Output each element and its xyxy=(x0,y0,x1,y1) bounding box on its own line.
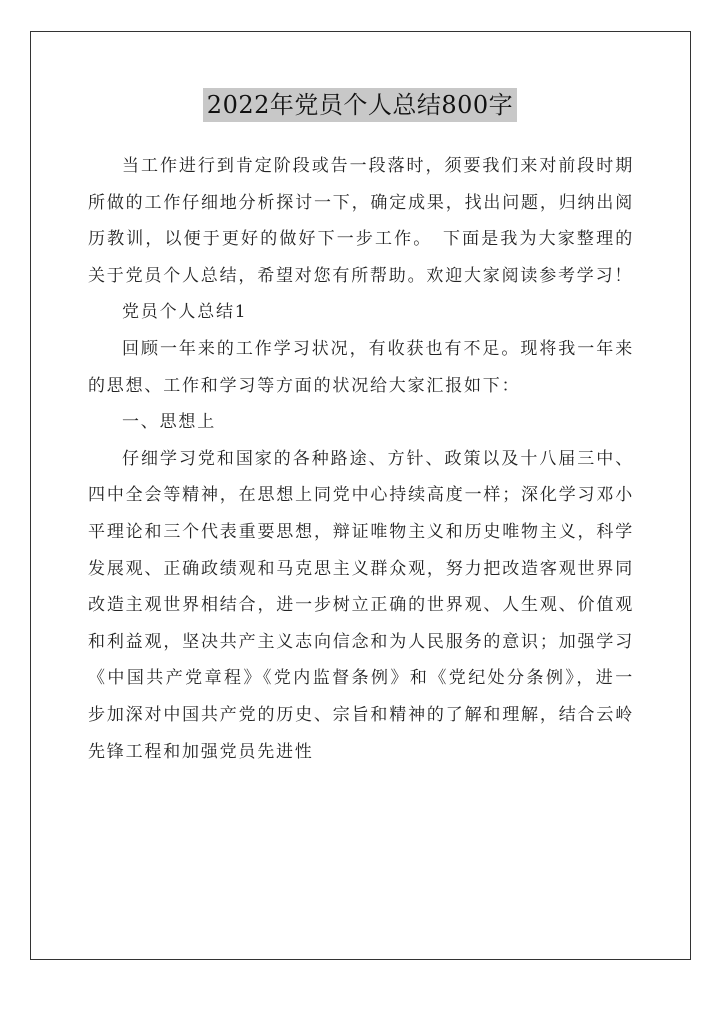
title-container xyxy=(0,88,720,122)
document-title: 2022年党员个人总结800字 xyxy=(203,88,517,122)
section-heading-thought: 一、思想上 xyxy=(122,412,216,433)
review-paragraph: 回顾一年来的工作学习状况，有收获也有不足。现将我一年来的思想、工作和学习等方面的状况给大家汇报如下： xyxy=(88,338,634,396)
section-heading-summary-1: 党员个人总结1 xyxy=(122,302,248,323)
thought-paragraph: 仔细学习党和国家的各种路途、方针、政策以及十八届三中、四中全会等精神，在思想上同党中心持续高度一样；深化学习邓小平理论和三个代表重要思想，辩证唯物主义和历史唯物主义，科学发展观、正确政绩观和马克思主义群众观，努力把改造客观世界同改造主观世界相结合，进一步树立正确的世界观、人生观、价值观和利益观，坚决共产主义志向信念和为人民服务的意识；加强学习《中国共产党章程》《党内监督条例》和《党纪处分条例》，进一步加深对中国共产党的历史、宗旨和精神的了解和理解，结合云岭先锋工程和加强党员先进性 xyxy=(88,448,634,762)
document-body xyxy=(88,148,634,770)
intro-paragraph: 当工作进行到肯定阶段或告一段落时，须要我们来对前段时期所做的工作仔细地分析探讨一下，确定成果，找出问题，归纳出阅历教训，以便于更好的做好下一步工作。 下面是我为大家整理的关于党员个人总结，希望对您有所帮助。欢迎大家阅读参考学习！ xyxy=(88,156,634,286)
